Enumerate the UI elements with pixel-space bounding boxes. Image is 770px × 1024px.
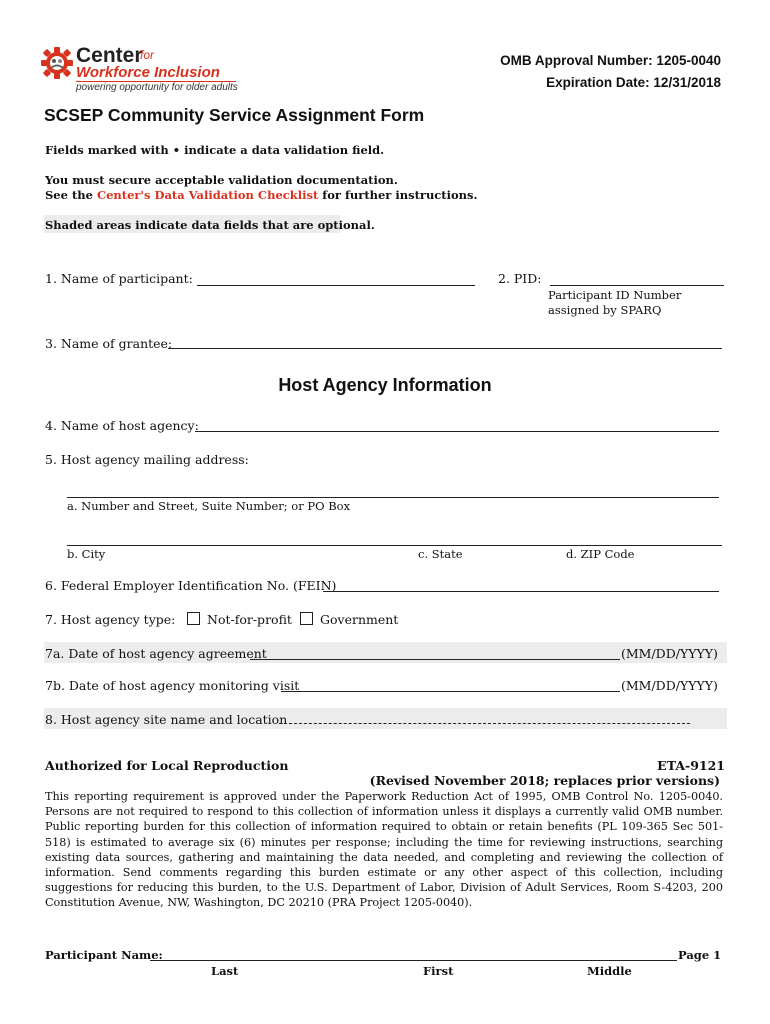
omb-block — [500, 50, 721, 94]
authorized-note: Authorized for Local Reproduction — [45, 758, 289, 773]
omb-approval: OMB Approval Number: 1205-0040 — [500, 53, 721, 68]
last-label: Last — [211, 964, 239, 978]
pid-input[interactable] — [550, 285, 724, 286]
agreement-date-label: 7a. Date of host agency agreement — [45, 646, 267, 661]
secure-note: You must secure acceptable validation documentation. — [45, 173, 398, 187]
mailing-address-label: 5. Host agency mailing address: — [45, 452, 249, 467]
pid-label: 2. PID: — [498, 271, 542, 286]
see-suffix: for further instructions. — [322, 188, 478, 202]
government-checkbox[interactable] — [300, 612, 313, 625]
logo-workforce-text: Workforce Inclusion — [76, 64, 220, 81]
logo — [40, 44, 240, 93]
fein-input[interactable] — [323, 591, 719, 592]
site-location-label: 8. Host agency site name and location — [45, 712, 288, 727]
logo-center-text: Center — [76, 44, 143, 67]
state-label: c. State — [418, 547, 463, 561]
agreement-date-input[interactable] — [250, 659, 620, 660]
checklist-link[interactable]: Center's Data Validation Checklist — [96, 188, 319, 202]
agreement-date-format: (MM/DD/YYYY) — [621, 646, 718, 661]
logo-for-text: for — [140, 48, 155, 62]
host-agency-name-label: 4. Name of host agency: — [45, 418, 199, 433]
validation-suffix: indicate a data validation field. — [184, 143, 385, 157]
not-for-profit-checkbox[interactable] — [187, 612, 200, 625]
page-title: SCSEP Community Service Assignment Form — [44, 105, 425, 125]
monitoring-date-input[interactable] — [281, 691, 620, 692]
participant-name-footer-input[interactable] — [150, 960, 677, 961]
pid-note-line1: Participant ID Number — [548, 288, 682, 302]
street-label: a. Number and Street, Suite Number; or PO Box — [67, 499, 351, 513]
logo-tagline: powering opportunity for older adults — [76, 82, 238, 93]
validation-prefix: Fields marked with — [45, 143, 169, 157]
shaded-note: Shaded areas indicate data fields that are optional. — [45, 218, 375, 232]
grantee-name-input[interactable] — [168, 348, 722, 349]
participant-name-label: 1. Name of participant: — [45, 271, 193, 286]
street-input[interactable] — [67, 497, 719, 498]
grantee-name-label: 3. Name of grantee: — [45, 336, 173, 351]
fein-label: 6. Federal Employer Identification No. (FEIN) — [45, 578, 337, 593]
participant-name-footer-label: Participant Name: — [45, 948, 163, 962]
city-label: b. City — [67, 547, 106, 561]
city-state-zip-input[interactable] — [67, 545, 722, 546]
middle-label: Middle — [587, 964, 632, 978]
omb-expiration: Expiration Date: 12/31/2018 — [546, 75, 721, 90]
see-prefix: See the — [45, 188, 93, 202]
revision-note: (Revised November 2018; replaces prior versions) — [369, 773, 720, 788]
page-number: Page 1 — [678, 948, 722, 962]
host-agency-type-label: 7. Host agency type: — [45, 612, 176, 627]
gear-logo-icon — [40, 46, 74, 80]
bullet-icon: • — [172, 143, 181, 157]
pid-note — [548, 288, 681, 318]
see-checklist-note — [45, 188, 478, 202]
government-label: Government — [320, 612, 399, 627]
validation-note — [45, 143, 384, 157]
participant-name-input[interactable] — [197, 285, 475, 286]
monitoring-date-format: (MM/DD/YYYY) — [621, 678, 718, 693]
host-agency-name-input[interactable] — [195, 431, 719, 432]
not-for-profit-label: Not-for-profit — [207, 612, 292, 627]
form-id: ETA-9121 — [657, 758, 725, 773]
paperwork-notice: This reporting requirement is approved under the Paperwork Reduction Act of 1995, OMB Control No. 1205-0040. Persons are not required to respond to this collection of information unless it displays a currently valid OMB number. Public reporting burden for this collection of information required to obtain or retain benefits (PL 109-365 Sec 501-518) is estimated to average six (6) minutes per response; including the time for reviewing instructions, searching existing data sources, gathering and maintaining the data needed, and completing and reviewing the collection of information. Send comments regarding this burden estimate or any other aspect of this collection, including suggestions for reducing this burden, to the U.S. Department of Labor, Division of Adult Services, Room S-4203, 200 Constitution Avenue, NW, Washington, DC 20210 (PRA Project 1205-0040). — [45, 790, 723, 910]
section-title-host-agency: Host Agency Information — [278, 375, 492, 395]
first-label: First — [423, 964, 454, 978]
monitoring-date-label: 7b. Date of host agency monitoring visit — [45, 678, 300, 693]
site-location-input[interactable] — [279, 723, 690, 724]
zip-label: d. ZIP Code — [566, 547, 635, 561]
pid-note-line2: assigned by SPARQ — [548, 303, 662, 317]
